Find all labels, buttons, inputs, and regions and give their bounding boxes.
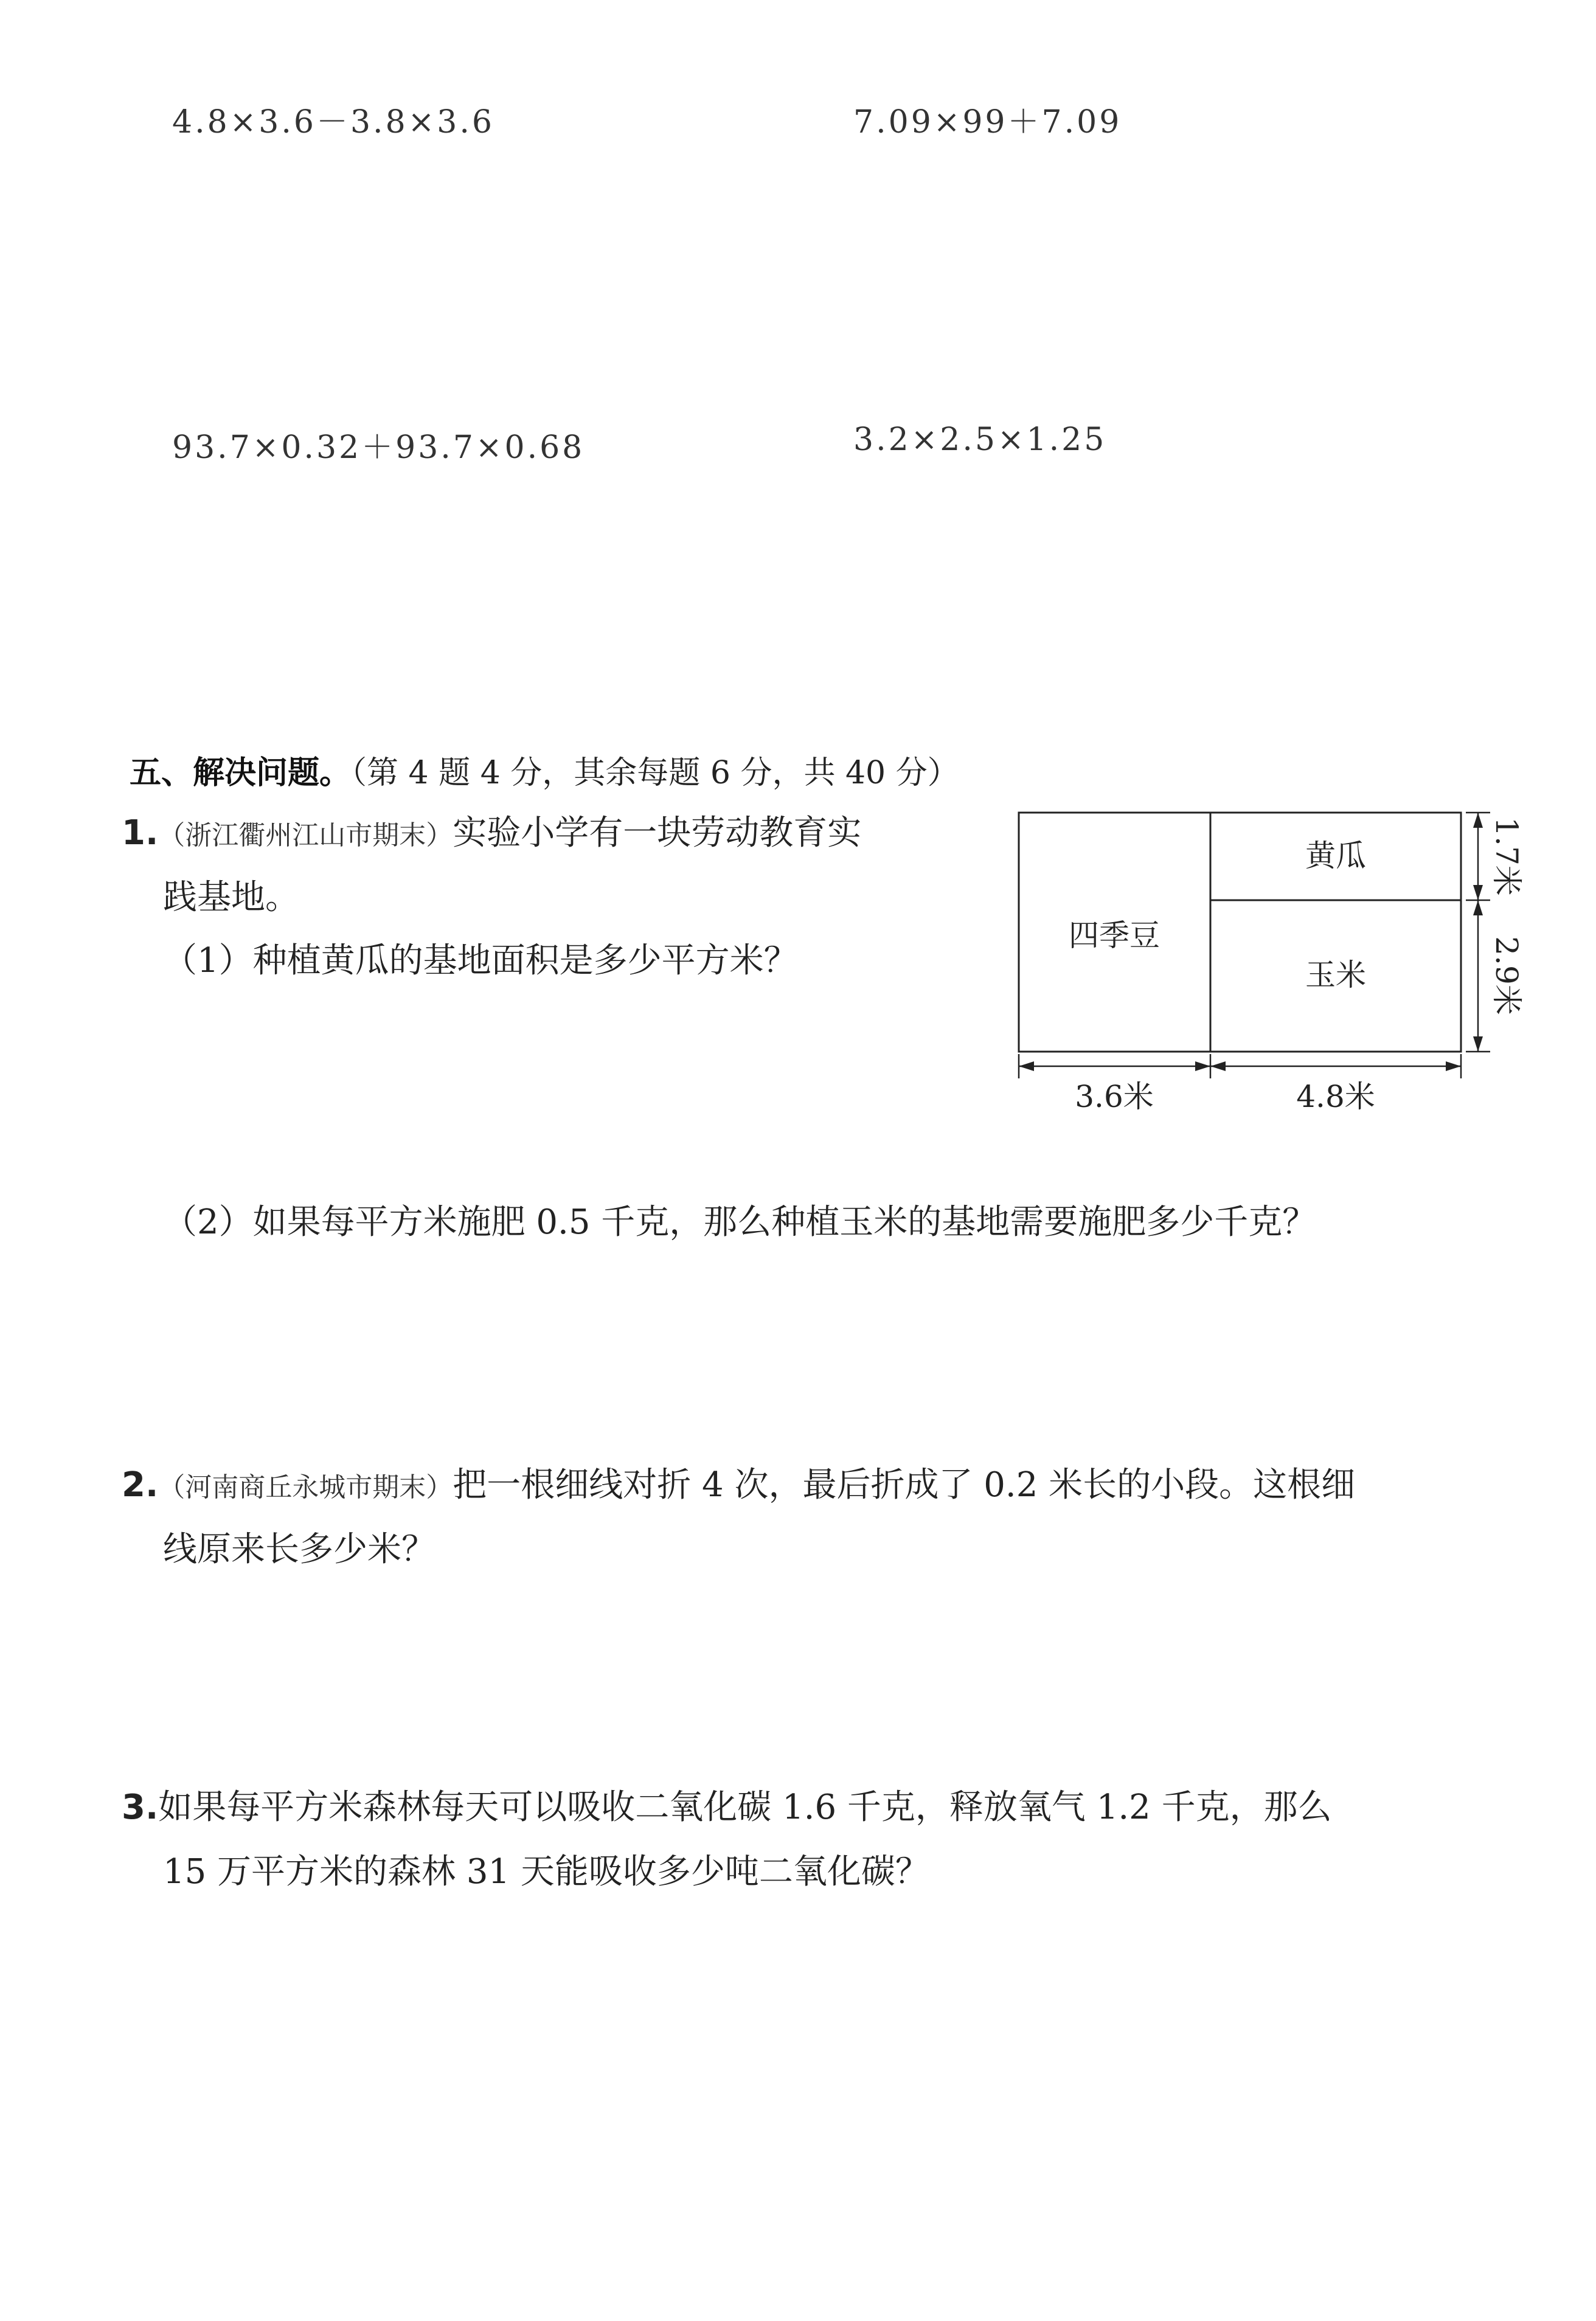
question-1-sub1: （1）种植黄瓜的基地面积是多少平方米？ xyxy=(163,941,798,980)
region-label-bottom-right: 玉米 xyxy=(1305,957,1366,993)
question-1-line2: 践基地。 xyxy=(163,878,299,917)
arrow-icon xyxy=(1019,1061,1034,1071)
question-text: 如果每平方米森林每天可以吸收二氧化碳 1.6 千克，释放氧气 1.2 千克，那么 xyxy=(158,1788,1332,1827)
question-number: 3. xyxy=(122,1788,159,1827)
region-label-left: 四季豆 xyxy=(1069,918,1160,953)
question-text: 把一根细线对折 4 次，最后折成了 0.2 米长的小段。这根细 xyxy=(453,1465,1356,1505)
dim-label-bottom-right: 4.8米 xyxy=(1296,1079,1375,1114)
question-text: 实验小学有一块劳动教育实 xyxy=(453,813,862,853)
question-2 xyxy=(122,1454,1355,1519)
arrow-icon xyxy=(1210,1061,1226,1071)
arrow-icon xyxy=(1446,1061,1461,1071)
section-heading xyxy=(130,747,959,793)
section-title: 五、解决问题。 xyxy=(130,755,352,791)
arrow-icon xyxy=(1473,813,1483,828)
arrow-icon xyxy=(1195,1061,1210,1071)
expression-4: 3.2×2.5×1.25 xyxy=(853,422,1107,458)
question-number: 2. xyxy=(122,1465,159,1505)
question-2-line2: 线原来长多少米？ xyxy=(163,1530,435,1569)
arrow-icon xyxy=(1473,885,1483,900)
question-1 xyxy=(122,802,861,867)
dim-label-bottom-left: 3.6米 xyxy=(1075,1079,1154,1114)
question-source: （河南商丘永城市期末） xyxy=(158,1472,453,1503)
arrow-icon xyxy=(1473,900,1483,915)
question-3-line2: 15 万平方米的森林 31 天能吸收多少吨二氧化碳？ xyxy=(163,1852,929,1892)
expression-3: 93.7×0.32＋93.7×0.68 xyxy=(172,429,585,466)
arrow-icon xyxy=(1473,1036,1483,1052)
expression-1: 4.8×3.6－3.8×3.6 xyxy=(172,104,494,141)
question-source: （浙江衢州江山市期末） xyxy=(158,820,453,851)
question-1-sub2: （2）如果每平方米施肥 0.5 千克，那么种植玉米的基地需要施肥多少千克？ xyxy=(163,1202,1317,1242)
expression-2: 7.09×99＋7.09 xyxy=(853,104,1122,141)
dim-label-right-top: 1.7米 xyxy=(1489,817,1524,896)
region-label-top-right: 黄瓜 xyxy=(1305,838,1366,873)
section-note: （第 4 题 4 分，其余每题 6 分，共 40 分） xyxy=(351,755,959,791)
dim-label-right-bottom: 2.9米 xyxy=(1489,936,1524,1015)
question-3 xyxy=(122,1776,1332,1839)
question-number: 1. xyxy=(122,813,159,853)
garden-diagram xyxy=(1010,803,1524,1119)
